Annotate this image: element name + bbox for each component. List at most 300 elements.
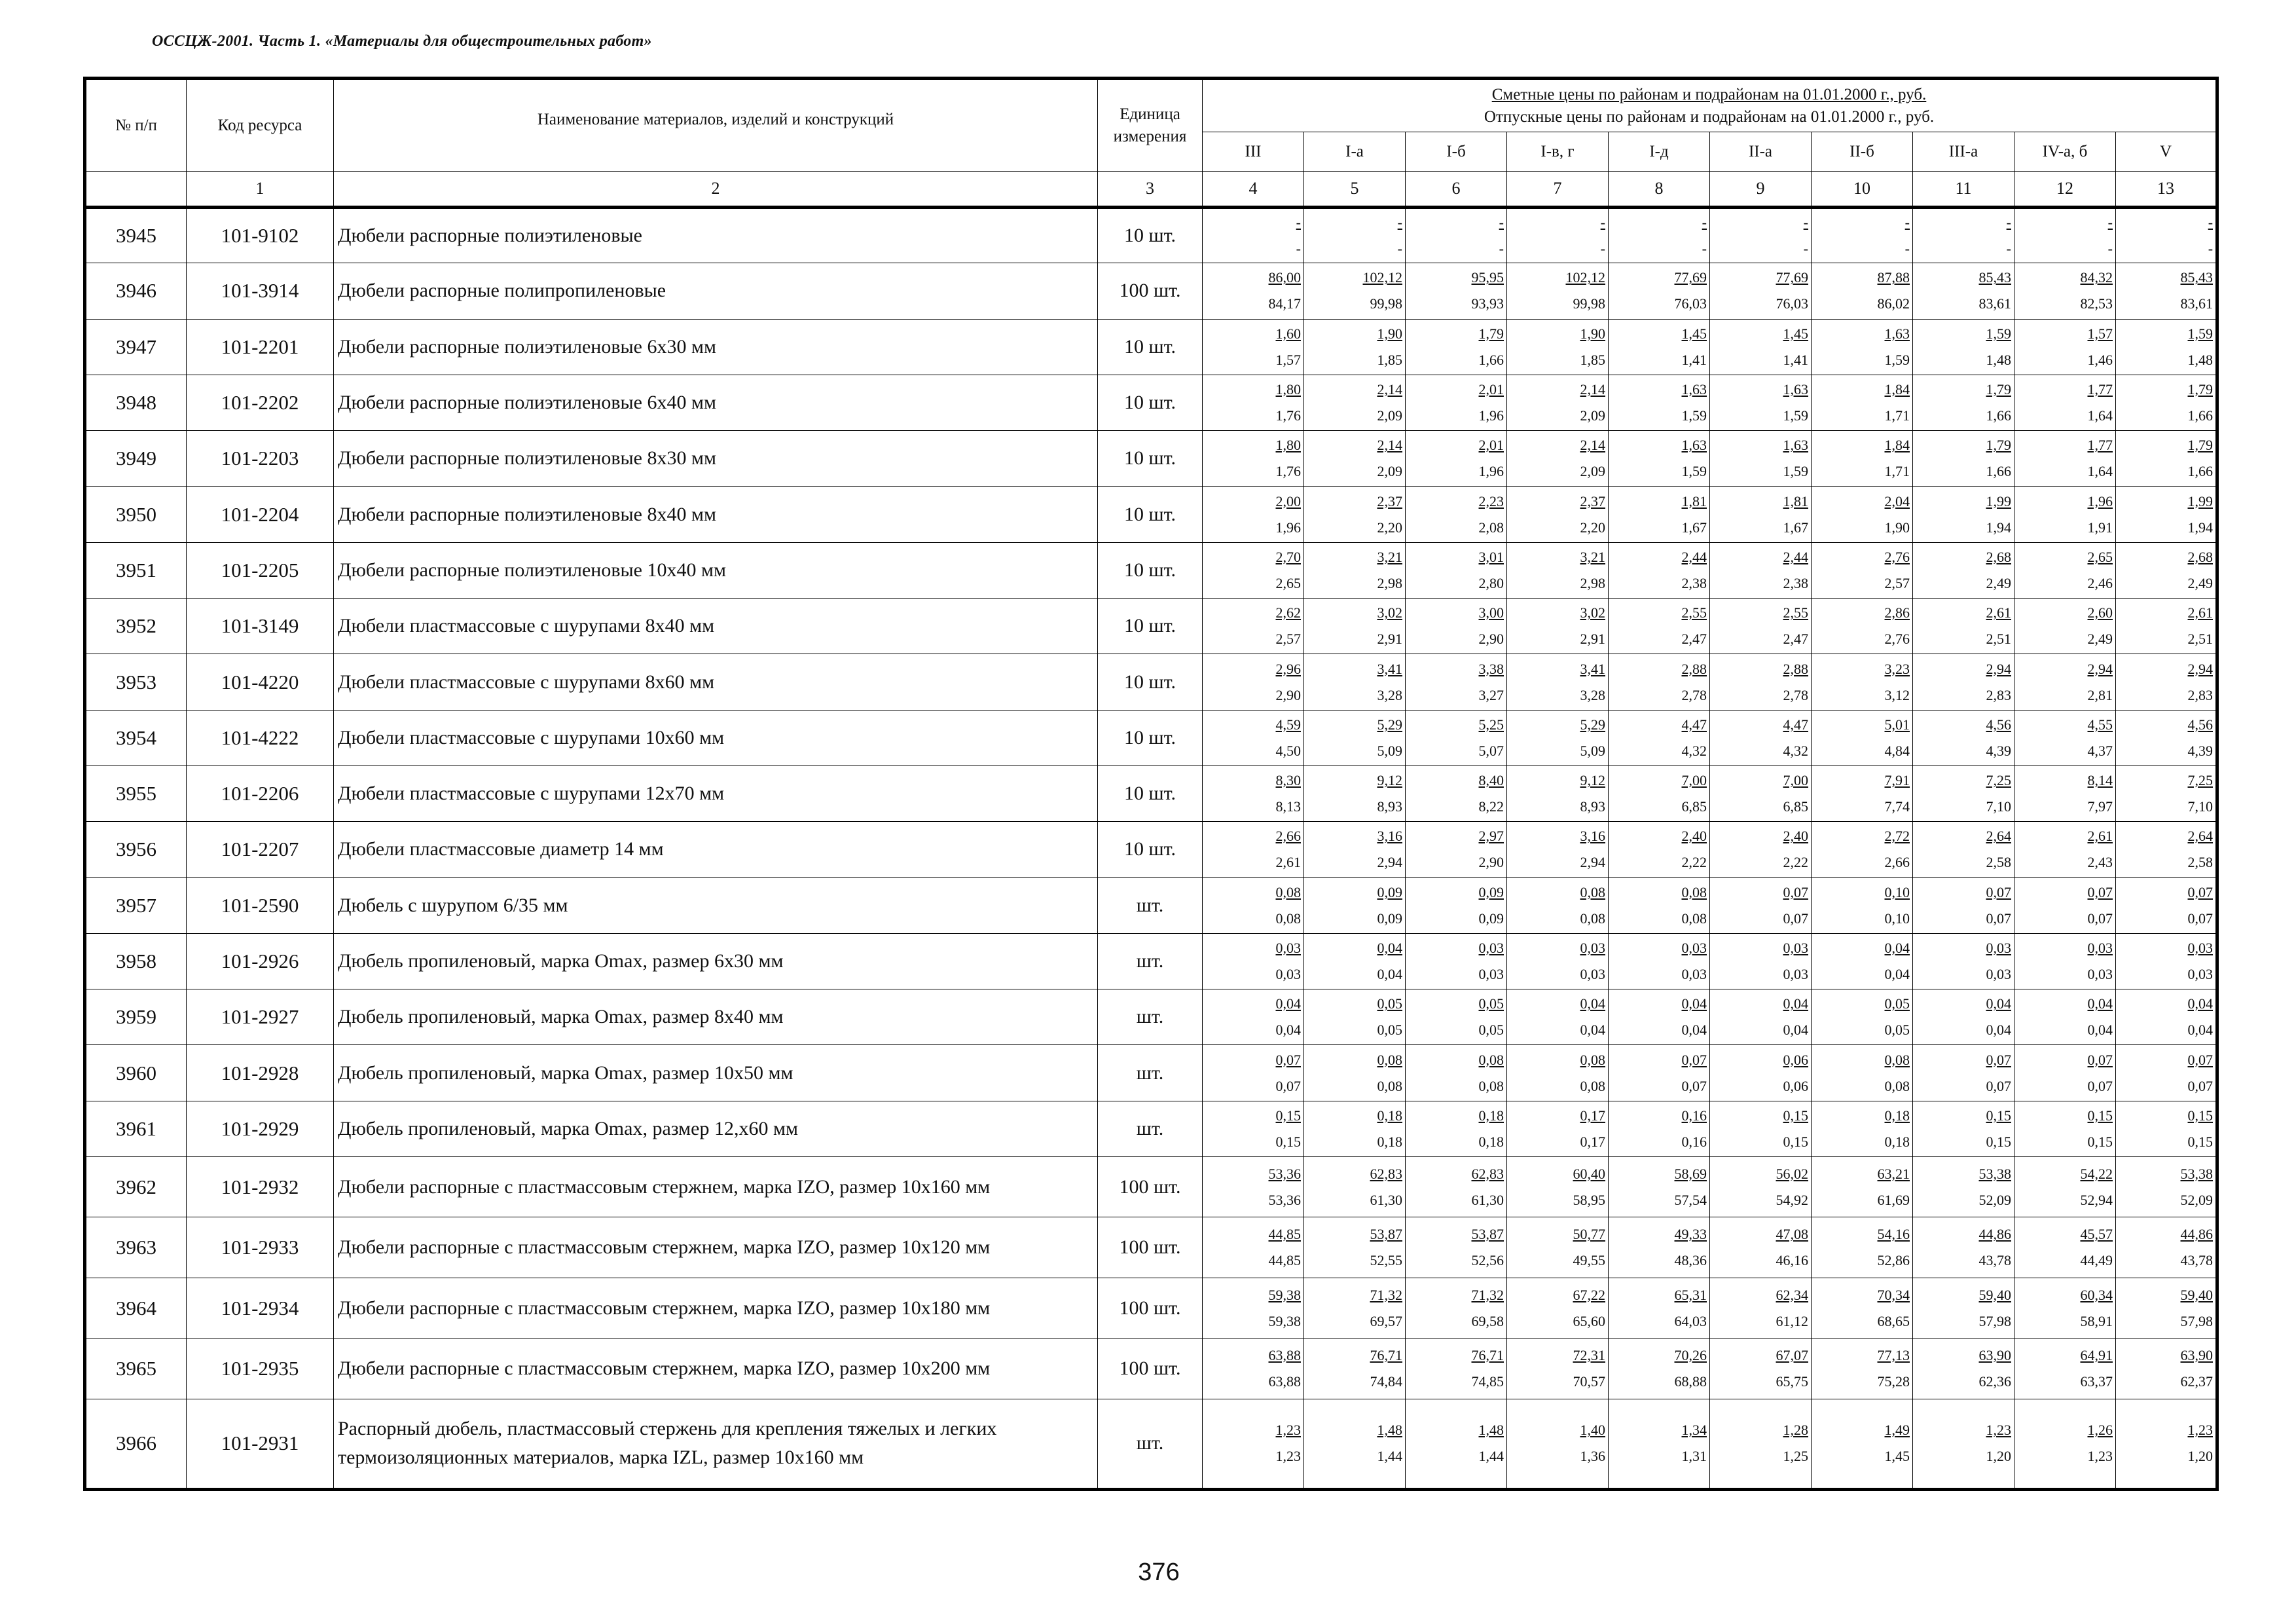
release-price: 0,04: [1377, 966, 1402, 982]
row-number: 3966: [85, 1399, 187, 1489]
estimate-price: 1,79: [2187, 437, 2214, 454]
release-price: 0,04: [1884, 966, 1910, 982]
estimate-price: 2,37: [1580, 492, 1605, 509]
release-price: 44,49: [2080, 1252, 2113, 1269]
price-cell: [1913, 766, 2014, 821]
release-price: 0,15: [1275, 1133, 1301, 1150]
row-number: 3953: [85, 654, 187, 710]
price-cell: [1710, 542, 1812, 598]
estimate-price: 0,15: [2087, 1107, 2113, 1124]
price-cell: [1507, 1157, 1609, 1217]
price-cell: [1812, 487, 1913, 542]
price-cell: [1406, 1399, 1507, 1489]
price-cell: [1710, 263, 1812, 319]
price-cell: [2116, 487, 2217, 542]
estimate-price: 0,07: [2187, 883, 2214, 900]
estimate-price: 0,03: [1275, 940, 1301, 956]
estimate-price: 2,61: [2187, 604, 2214, 621]
release-price: 2,38: [1783, 574, 1808, 591]
price-cell: [1406, 375, 1507, 430]
row-number: 3952: [85, 599, 187, 654]
release-price: 0,15: [2087, 1133, 2113, 1150]
table-row: [85, 654, 2217, 710]
prices-header-release: Отпускные цены по районам и подрайонам на 01.01.2000 г., руб.: [1484, 107, 1935, 126]
price-cell: [1609, 599, 1710, 654]
price-cell: [1710, 1101, 1812, 1156]
table-body: [85, 208, 2217, 1490]
release-price: 0,04: [1275, 1022, 1301, 1039]
estimate-price: 0,18: [1884, 1107, 1910, 1124]
estimate-price: 4,56: [2187, 716, 2214, 733]
price-cell: [1304, 1278, 1406, 1338]
release-price: 4,50: [1275, 742, 1301, 759]
price-cell: [1203, 822, 1304, 877]
estimate-price: 44,85: [1268, 1226, 1301, 1243]
estimate-price: 0,08: [1377, 1051, 1402, 1068]
price-cell: [1812, 208, 1913, 263]
row-number: 3951: [85, 542, 187, 598]
region-header: I-в, г: [1507, 132, 1609, 172]
region-header: I-д: [1609, 132, 1710, 172]
price-cell: [1913, 431, 2014, 487]
release-price: 2,20: [1377, 519, 1402, 536]
material-name: Дюбели пластмассовые с шурупами 8х40 мм: [334, 599, 1098, 654]
estimate-price: 1,96: [2087, 492, 2113, 509]
release-price: 63,88: [1268, 1373, 1301, 1390]
row-number: 3955: [85, 766, 187, 821]
release-price: 2,22: [1681, 854, 1707, 871]
price-cell: [1406, 431, 1507, 487]
estimate-price: 76,71: [1471, 1346, 1504, 1363]
price-cell: [1710, 989, 1812, 1045]
row-number: 3950: [85, 487, 187, 542]
release-price: 52,94: [2080, 1191, 2113, 1208]
row-number: 3965: [85, 1338, 187, 1399]
estimate-price: 2,14: [1377, 437, 1402, 454]
price-cell: [1710, 319, 1812, 375]
price-cell: [1507, 989, 1609, 1045]
estimate-price: 77,69: [1776, 269, 1808, 286]
document-header: ОССЦЖ-2001. Часть 1. «Материалы для общестроительных работ»: [152, 33, 652, 50]
estimate-price: 1,28: [1783, 1422, 1808, 1439]
resource-code: 101-2590: [187, 877, 334, 933]
price-cell: [1507, 1399, 1609, 1489]
resource-code: 101-2204: [187, 487, 334, 542]
column-number: 4: [1203, 172, 1304, 208]
material-name: Дюбели распорные полиэтиленовые 6х40 мм: [334, 375, 1098, 430]
estimate-price: 63,88: [1268, 1346, 1301, 1363]
release-price: 3,28: [1377, 686, 1402, 703]
region-header: I-а: [1304, 132, 1406, 172]
price-cell: [1203, 1399, 1304, 1489]
price-cell: [2116, 1338, 2217, 1399]
price-cell: [2116, 542, 2217, 598]
estimate-price: 0,08: [1478, 1051, 1504, 1068]
price-cell: [1913, 1157, 2014, 1217]
release-price: 0,04: [2087, 1022, 2113, 1039]
release-price: 65,75: [1776, 1373, 1808, 1390]
price-cell: [2116, 822, 2217, 877]
release-price: 0,07: [2187, 910, 2214, 927]
release-price: 70,57: [1573, 1373, 1605, 1390]
estimate-price: 1,77: [2087, 437, 2113, 454]
estimate-price: 2,55: [1681, 604, 1707, 621]
price-cell: [1304, 822, 1406, 877]
row-number: 3960: [85, 1045, 187, 1101]
release-price: 48,36: [1674, 1252, 1707, 1269]
column-number: 5: [1304, 172, 1406, 208]
release-price: 61,30: [1471, 1191, 1504, 1208]
material-name: Дюбели распорные полипропиленовые: [334, 263, 1098, 319]
price-cell: [1203, 599, 1304, 654]
row-number: 3964: [85, 1278, 187, 1338]
material-name: Дюбели пластмассовые с шурупами 10х60 мм: [334, 710, 1098, 766]
estimate-price: -: [2208, 214, 2214, 231]
release-price: 7,97: [2087, 798, 2113, 815]
estimate-price: 0,17: [1580, 1107, 1605, 1124]
row-number: 3948: [85, 375, 187, 430]
row-number: 3945: [85, 208, 187, 263]
release-price: 2,51: [2187, 631, 2214, 648]
estimate-price: 1,48: [1377, 1422, 1402, 1439]
estimate-price: 95,95: [1471, 269, 1504, 286]
estimate-price: 9,12: [1580, 772, 1605, 789]
price-cell: [1913, 1101, 2014, 1156]
release-price: 0,10: [1884, 910, 1910, 927]
price-cell: [1304, 375, 1406, 430]
price-cell: [1609, 933, 1710, 989]
estimate-price: 1,99: [1986, 492, 2011, 509]
estimate-price: 0,07: [1986, 883, 2011, 900]
estimate-price: 2,94: [2187, 660, 2214, 677]
release-price: 1,20: [1986, 1448, 2011, 1465]
estimate-price: 3,16: [1580, 828, 1605, 845]
unit: 100 шт.: [1098, 1217, 1203, 1278]
release-price: 2,38: [1681, 574, 1707, 591]
material-name: Дюбели распорные с пластмассовым стержнем, марка IZO, размер 10х200 мм: [334, 1338, 1098, 1399]
estimate-price: 1,48: [1478, 1422, 1504, 1439]
price-cell: [1406, 1217, 1507, 1278]
release-price: 2,47: [1681, 631, 1707, 648]
table-row: [85, 822, 2217, 877]
unit: 10 шт.: [1098, 542, 1203, 598]
release-price: 65,60: [1573, 1312, 1605, 1329]
estimate-price: 1,90: [1377, 325, 1402, 342]
estimate-price: 2,60: [2087, 604, 2113, 621]
estimate-price: 2,94: [2087, 660, 2113, 677]
release-price: -: [2006, 240, 2011, 257]
price-cell: [1710, 710, 1812, 766]
release-price: 1,91: [2087, 519, 2113, 536]
estimate-price: 54,16: [1877, 1226, 1910, 1243]
estimate-price: 0,06: [1783, 1051, 1808, 1068]
release-price: 2,09: [1377, 463, 1402, 480]
column-number: 8: [1609, 172, 1710, 208]
estimate-price: 102,12: [1362, 269, 1402, 286]
estimate-price: 8,14: [2087, 772, 2113, 789]
release-price: 7,10: [1986, 798, 2011, 815]
table-row: [85, 766, 2217, 821]
release-price: 49,55: [1573, 1252, 1605, 1269]
material-name: Распорный дюбель, пластмассовый стержень для крепления тяжелых и легких термоизоляционных материалов, марка IZL, размер 10х160 мм: [334, 1399, 1098, 1489]
table-row: [85, 1217, 2217, 1278]
region-header: V: [2116, 132, 2217, 172]
row-number: 3959: [85, 989, 187, 1045]
row-number: 3946: [85, 263, 187, 319]
estimate-price: 47,08: [1776, 1226, 1808, 1243]
release-price: 4,32: [1681, 742, 1707, 759]
release-price: 2,57: [1884, 574, 1910, 591]
price-cell: [2116, 877, 2217, 933]
column-number: 11: [1913, 172, 2014, 208]
release-price: 52,09: [1978, 1191, 2011, 1208]
estimate-price: 0,03: [2187, 940, 2214, 956]
price-cell: [1304, 1399, 1406, 1489]
price-cell: [2014, 1101, 2116, 1156]
estimate-price: -: [1296, 214, 1301, 231]
estimate-price: 2,88: [1783, 660, 1808, 677]
price-cell: [2014, 877, 2116, 933]
price-cell: [1913, 319, 2014, 375]
release-price: 52,09: [2180, 1191, 2214, 1208]
release-price: 61,30: [1370, 1191, 1402, 1208]
release-price: 1,46: [2087, 351, 2113, 368]
price-cell: [1304, 710, 1406, 766]
estimate-price: 53,38: [2180, 1165, 2214, 1182]
estimate-price: 0,05: [1884, 995, 1910, 1012]
release-price: 0,16: [1681, 1133, 1707, 1150]
release-price: 1,48: [2187, 351, 2214, 368]
price-cell: [1913, 263, 2014, 319]
estimate-price: 1,23: [1986, 1422, 2011, 1439]
estimate-price: 1,79: [1478, 325, 1504, 342]
estimate-price: 1,79: [1986, 437, 2011, 454]
estimate-price: 85,43: [2180, 269, 2214, 286]
release-price: 1,71: [1884, 463, 1910, 480]
estimate-price: 2,01: [1478, 381, 1504, 398]
price-cell: [1203, 263, 1304, 319]
estimate-price: 45,57: [2080, 1226, 2113, 1243]
unit: 10 шт.: [1098, 375, 1203, 430]
price-cell: [1812, 599, 1913, 654]
price-cell: [1710, 487, 1812, 542]
price-cell: [1507, 710, 1609, 766]
release-price: 52,56: [1471, 1252, 1504, 1269]
release-price: 1,85: [1580, 351, 1605, 368]
release-price: 82,53: [2080, 295, 2113, 312]
estimate-price: 102,12: [1565, 269, 1605, 286]
release-price: 1,31: [1681, 1448, 1707, 1465]
release-price: 1,36: [1580, 1448, 1605, 1465]
estimate-price: 64,91: [2080, 1346, 2113, 1363]
release-price: 3,12: [1884, 686, 1910, 703]
estimate-price: 0,03: [1478, 940, 1504, 956]
price-cell: [1507, 1217, 1609, 1278]
price-cell: [1710, 766, 1812, 821]
release-price: 2,09: [1580, 407, 1605, 424]
estimate-price: 0,08: [1681, 883, 1707, 900]
row-number: 3947: [85, 319, 187, 375]
estimate-price: 1,23: [1275, 1422, 1301, 1439]
release-price: 0,07: [1681, 1077, 1707, 1094]
price-cell: [1406, 208, 1507, 263]
release-price: 64,03: [1674, 1312, 1707, 1329]
price-cell: [1710, 1045, 1812, 1101]
price-cell: [1609, 710, 1710, 766]
estimate-price: 4,47: [1681, 716, 1707, 733]
price-cell: [2014, 542, 2116, 598]
release-price: 0,07: [2087, 1077, 2113, 1094]
price-cell: [1304, 1338, 1406, 1399]
estimate-price: 3,02: [1377, 604, 1402, 621]
release-price: 2,90: [1275, 686, 1301, 703]
estimate-price: 0,18: [1478, 1107, 1504, 1124]
release-price: 1,45: [1884, 1448, 1910, 1465]
estimate-price: 1,59: [2187, 325, 2214, 342]
release-price: 52,86: [1877, 1252, 1910, 1269]
release-price: 2,98: [1580, 574, 1605, 591]
estimate-price: 1,63: [1783, 381, 1808, 398]
estimate-price: 63,90: [2180, 1346, 2214, 1363]
price-cell: [1406, 822, 1507, 877]
release-price: -: [2208, 240, 2214, 257]
resource-code: 101-4222: [187, 710, 334, 766]
release-price: 1,66: [1986, 463, 2011, 480]
estimate-price: 2,61: [2087, 828, 2113, 845]
price-cell: [1406, 654, 1507, 710]
release-price: 2,90: [1478, 631, 1504, 648]
price-cell: [1913, 877, 2014, 933]
price-cell: [1203, 431, 1304, 487]
release-price: 8,93: [1377, 798, 1402, 815]
estimate-price: 2,00: [1275, 492, 1301, 509]
release-price: -: [1397, 240, 1402, 257]
price-table: [83, 77, 2219, 1491]
release-price: 0,03: [2187, 966, 2214, 982]
price-cell: [2014, 263, 2116, 319]
price-cell: [1507, 487, 1609, 542]
region-header: III-а: [1913, 132, 2014, 172]
price-cell: [2116, 1101, 2217, 1156]
price-cell: [2116, 1278, 2217, 1338]
resource-code: 101-2201: [187, 319, 334, 375]
release-price: 68,88: [1674, 1373, 1707, 1390]
estimate-price: 2,68: [2187, 548, 2214, 565]
estimate-price: 1,80: [1275, 437, 1301, 454]
table-row: [85, 542, 2217, 598]
release-price: 0,08: [1884, 1077, 1910, 1094]
release-price: 0,07: [2087, 910, 2113, 927]
column-number: 6: [1406, 172, 1507, 208]
price-cell: [1304, 208, 1406, 263]
estimate-price: 1,45: [1783, 325, 1808, 342]
price-cell: [1913, 933, 2014, 989]
material-name: Дюбели распорные полиэтиленовые 6х30 мм: [334, 319, 1098, 375]
estimate-price: 7,91: [1884, 772, 1910, 789]
release-price: 1,66: [1478, 351, 1504, 368]
release-price: 0,07: [1783, 910, 1808, 927]
release-price: -: [1803, 240, 1808, 257]
price-cell: [1812, 1157, 1913, 1217]
estimate-price: 77,13: [1877, 1346, 1910, 1363]
estimate-price: 0,03: [1783, 940, 1808, 956]
release-price: 2,20: [1580, 519, 1605, 536]
material-name: Дюбели распорные полиэтиленовые: [334, 208, 1098, 263]
resource-code: 101-2934: [187, 1278, 334, 1338]
column-number: 10: [1812, 172, 1913, 208]
release-price: 2,51: [1986, 631, 2011, 648]
price-cell: [1304, 1101, 1406, 1156]
release-price: 1,59: [1884, 351, 1910, 368]
estimate-price: 87,88: [1877, 269, 1910, 286]
release-price: 2,94: [1377, 854, 1402, 871]
release-price: 2,09: [1580, 463, 1605, 480]
release-price: 4,39: [1986, 742, 2011, 759]
estimate-price: 1,63: [1681, 437, 1707, 454]
resource-code: 101-2929: [187, 1101, 334, 1156]
price-cell: [1609, 319, 1710, 375]
region-header: IV-а, б: [2014, 132, 2116, 172]
table-row: [85, 208, 2217, 263]
release-price: 54,92: [1776, 1191, 1808, 1208]
price-cell: [1913, 487, 2014, 542]
release-price: 83,61: [1978, 295, 2011, 312]
estimate-price: -: [1702, 214, 1707, 231]
estimate-price: 2,14: [1580, 437, 1605, 454]
price-cell: [2116, 989, 2217, 1045]
price-cell: [1406, 989, 1507, 1045]
release-price: 99,98: [1370, 295, 1402, 312]
price-cell: [1507, 654, 1609, 710]
release-price: 0,04: [2187, 1022, 2214, 1039]
table-row: [85, 319, 2217, 375]
estimate-price: 1,90: [1580, 325, 1605, 342]
price-cell: [1812, 710, 1913, 766]
release-price: 0,07: [2187, 1077, 2214, 1094]
column-number: 9: [1710, 172, 1812, 208]
price-cell: [1304, 1157, 1406, 1217]
price-cell: [1203, 877, 1304, 933]
estimate-price: 4,56: [1986, 716, 2011, 733]
estimate-price: 2,86: [1884, 604, 1910, 621]
release-price: 8,13: [1275, 798, 1301, 815]
price-cell: [1507, 431, 1609, 487]
resource-code: 101-2931: [187, 1399, 334, 1489]
estimate-price: 1,63: [1884, 325, 1910, 342]
unit: шт.: [1098, 933, 1203, 989]
release-price: 5,09: [1580, 742, 1605, 759]
row-number: 3949: [85, 431, 187, 487]
material-name: Дюбели распорные с пластмассовым стержнем, марка IZO, размер 10х160 мм: [334, 1157, 1098, 1217]
release-price: 2,49: [2187, 574, 2214, 591]
estimate-price: 2,37: [1377, 492, 1402, 509]
release-price: 2,61: [1275, 854, 1301, 871]
price-cell: [1710, 1278, 1812, 1338]
unit: 10 шт.: [1098, 208, 1203, 263]
release-price: 2,83: [1986, 686, 2011, 703]
release-price: 8,93: [1580, 798, 1605, 815]
release-price: 0,18: [1478, 1133, 1504, 1150]
price-cell: [1913, 375, 2014, 430]
price-cell: [1812, 1278, 1913, 1338]
price-cell: [1203, 319, 1304, 375]
price-cell: [1609, 263, 1710, 319]
release-price: 2,65: [1275, 574, 1301, 591]
price-cell: [1203, 375, 1304, 430]
price-cell: [1507, 1338, 1609, 1399]
price-cell: [1812, 1338, 1913, 1399]
resource-code: 101-2207: [187, 822, 334, 877]
